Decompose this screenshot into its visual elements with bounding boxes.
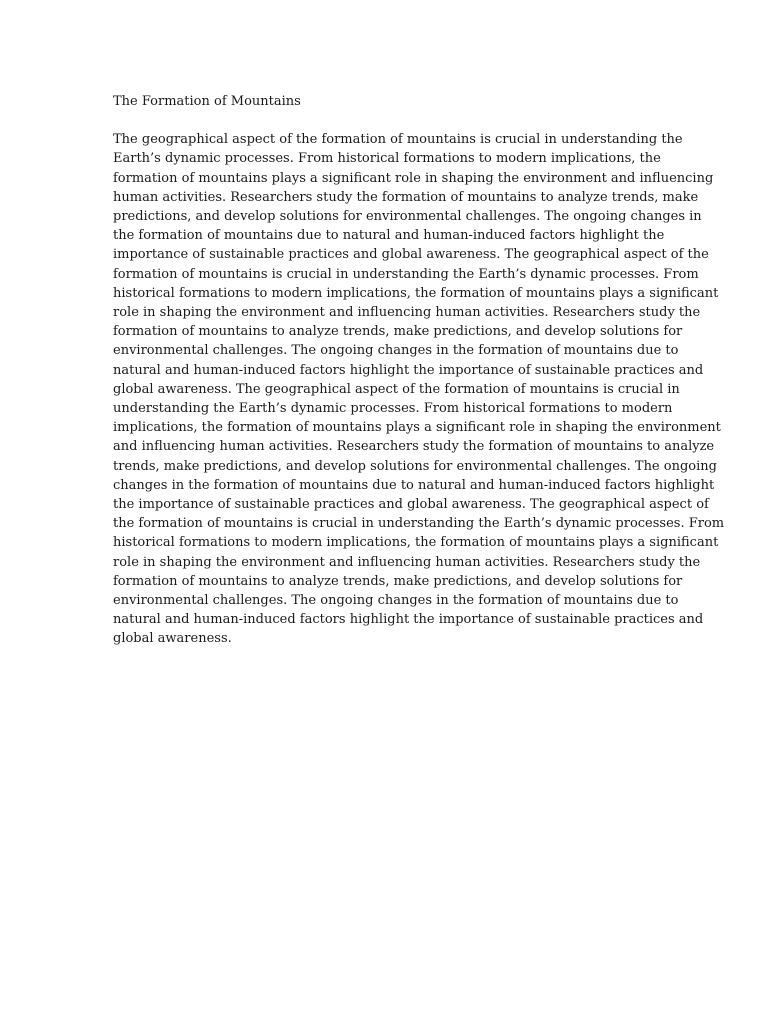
document-body: [113, 130, 725, 648]
document-content: [113, 92, 725, 649]
body-line: importance of sustainable practices and global awareness. The geographical aspect of the: [113, 247, 709, 263]
body-line: role in shaping the environment and influencing human activities. Researchers study the: [113, 305, 701, 321]
body-line: the formation of mountains due to natural and human-induced factors highlight the: [113, 228, 665, 244]
body-line: trends, make predictions, and develop solutions for environmental challenges. The ongoing: [113, 458, 717, 474]
body-line: environmental challenges. The ongoing changes in the formation of mountains due to: [113, 593, 679, 609]
body-line: and influencing human activities. Researchers study the formation of mountains to analyze: [113, 439, 715, 455]
body-line: natural and human-induced factors highlight the importance of sustainable practices and: [113, 612, 704, 628]
body-line: historical formations to modern implications, the formation of mountains plays a significant: [113, 535, 719, 551]
body-line: formation of mountains is crucial in understanding the Earth’s dynamic processes. From: [113, 266, 699, 282]
body-line: the formation of mountains is crucial in understanding the Earth’s dynamic processes. From: [113, 516, 725, 532]
document-title: The Formation of Mountains: [113, 94, 301, 109]
body-line: The geographical aspect of the formation of mountains is crucial in understanding the: [113, 132, 683, 148]
body-line: formation of mountains to analyze trends, make predictions, and develop solutions for: [113, 324, 683, 340]
body-line: natural and human-induced factors highlight the importance of sustainable practices and: [113, 362, 704, 378]
body-line: role in shaping the environment and influencing human activities. Researchers study the: [113, 554, 701, 570]
body-line: global awareness.: [113, 631, 232, 647]
body-line: global awareness. The geographical aspect of the formation of mountains is crucial in: [113, 381, 680, 397]
body-line: predictions, and develop solutions for environmental challenges. The ongoing changes in: [113, 209, 702, 225]
body-line: human activities. Researchers study the formation of mountains to analyze trends, make: [113, 189, 699, 205]
body-line: environmental challenges. The ongoing changes in the formation of mountains due to: [113, 343, 679, 359]
body-line: formation of mountains plays a significant role in shaping the environment and influencing: [113, 170, 714, 186]
body-line: understanding the Earth’s dynamic processes. From historical formations to modern: [113, 401, 673, 417]
body-line: changes in the formation of mountains due to natural and human-induced factors highlight: [113, 477, 715, 493]
body-line: the importance of sustainable practices and global awareness. The geographical aspect of: [113, 497, 709, 513]
body-line: Earth’s dynamic processes. From historical formations to modern implications, the: [113, 151, 661, 167]
body-line: historical formations to modern implications, the formation of mountains plays a significant: [113, 285, 719, 301]
body-line: formation of mountains to analyze trends, make predictions, and develop solutions for: [113, 573, 683, 589]
body-line: implications, the formation of mountains plays a significant role in shaping the environment: [113, 420, 721, 436]
